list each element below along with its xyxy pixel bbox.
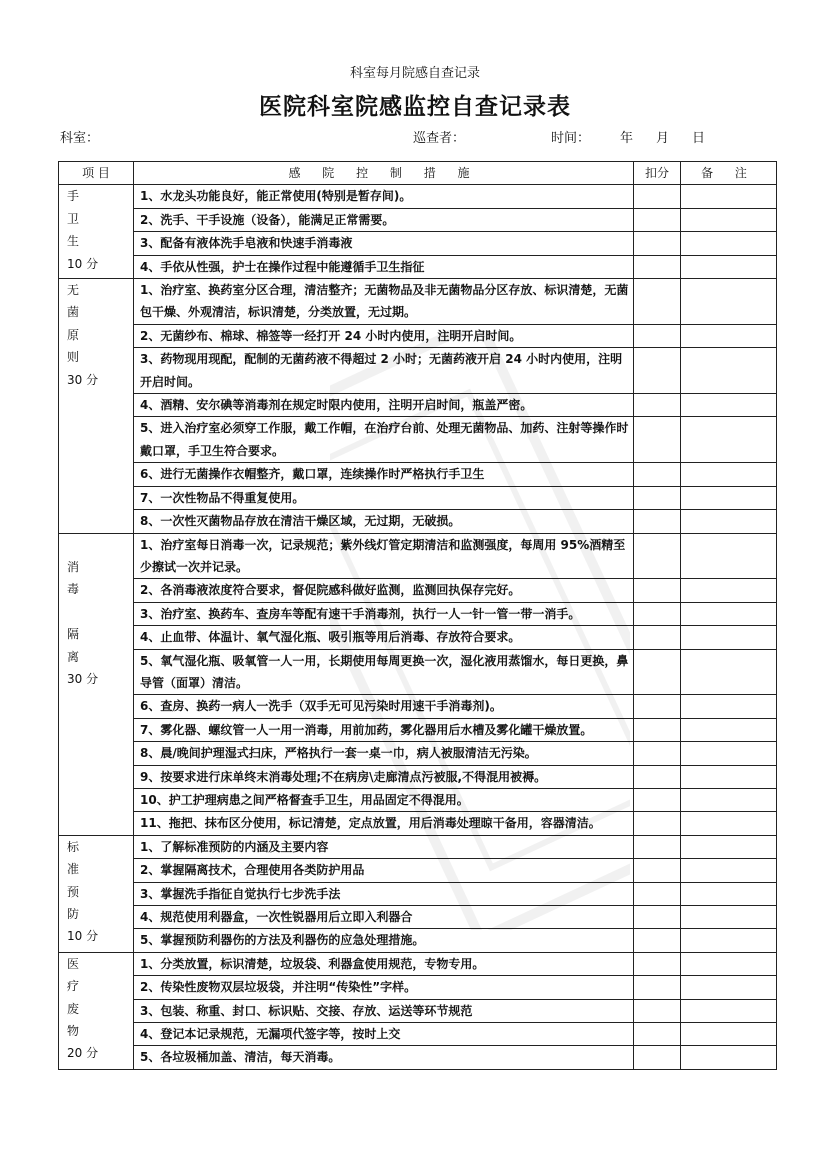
table-row <box>59 882 777 905</box>
category-cell <box>59 835 134 952</box>
deduct-score-cell[interactable] <box>634 602 681 625</box>
deduct-score-cell[interactable] <box>634 788 681 811</box>
remarks-cell[interactable] <box>681 626 777 649</box>
table-row <box>59 279 777 325</box>
category-label-line: 消 <box>67 559 80 574</box>
deduct-score-cell[interactable] <box>634 812 681 835</box>
measure-cell: 7、雾化器、螺纹管一人一用一消毒，用前加药，雾化器用后水槽及雾化罐干燥放置。 <box>134 718 634 741</box>
remarks-cell[interactable] <box>681 232 777 255</box>
table-row <box>59 463 777 486</box>
table-row <box>59 812 777 835</box>
table-row <box>59 417 777 463</box>
deduct-score-cell[interactable] <box>634 929 681 952</box>
remarks-cell[interactable] <box>681 859 777 882</box>
category-label-line: 废 <box>67 1001 80 1016</box>
year-label: 年 <box>620 131 634 146</box>
deduct-score-cell[interactable] <box>634 906 681 929</box>
measure-cell: 6、查房、换药一病人一洗手（双手无可见污染时用速干手消毒剂)。 <box>134 695 634 718</box>
category-cell <box>59 279 134 533</box>
category-label-line: 标 <box>67 839 80 854</box>
deduct-score-cell[interactable] <box>634 208 681 231</box>
deduct-score-cell[interactable] <box>634 765 681 788</box>
form-subtitle: 科室每月院感自查记录 <box>349 66 480 81</box>
table-row <box>59 486 777 509</box>
table-row <box>59 394 777 417</box>
deduct-score-cell[interactable] <box>634 279 681 325</box>
form-meta-row <box>0 127 830 147</box>
measure-cell: 2、洗手、干手设施（设备），能满足正常需要。 <box>134 208 634 231</box>
measure-cell: 11、拖把、抹布区分使用，标记清楚，定点放置，用后消毒处理晾干备用，容器清洁。 <box>134 812 634 835</box>
category-label-line: 生 <box>67 234 80 249</box>
deduct-score-cell[interactable] <box>634 417 681 463</box>
measure-cell: 8、晨/晚间护理湿式扫床，严格执行一套一桌一巾，病人被服清洁无污染。 <box>134 742 634 765</box>
deduct-score-cell[interactable] <box>634 718 681 741</box>
category-label-line: 则 <box>67 350 80 365</box>
measure-cell: 6、进行无菌操作衣帽整齐，戴口罩，连续操作时严格执行手卫生 <box>134 463 634 486</box>
measure-cell: 4、规范使用利器盒，一次性锐器用后立即入利器合 <box>134 906 634 929</box>
remarks-cell[interactable] <box>681 1046 777 1069</box>
deduct-score-cell[interactable] <box>634 510 681 533</box>
measure-cell: 2、传染性废物双层垃圾袋，并注明“传染性”字样。 <box>134 976 634 999</box>
table-row <box>59 765 777 788</box>
measure-cell: 2、各消毒液浓度符合要求，督促院感科做好监测，监测回执保存完好。 <box>134 579 634 602</box>
table-row <box>59 718 777 741</box>
measure-cell: 1、水龙头功能良好，能正常使用(特别是暂存间)。 <box>134 185 634 208</box>
category-label-line: 准 <box>67 862 80 877</box>
remarks-cell[interactable] <box>681 999 777 1022</box>
deduct-score-cell[interactable] <box>634 463 681 486</box>
measure-cell: 2、无菌纱布、棉球、棉签等一经打开 24 小时内使用，注明开启时间。 <box>134 324 634 347</box>
table-row <box>59 952 777 975</box>
remarks-cell[interactable] <box>681 649 777 695</box>
remarks-cell[interactable] <box>681 579 777 602</box>
remarks-cell[interactable] <box>681 1023 777 1046</box>
measure-cell: 9、按要求进行床单终末消毒处理;不在病房\走廊清点污被服,不得混用被褥。 <box>134 765 634 788</box>
table-row <box>59 626 777 649</box>
category-label-line: 预 <box>67 884 80 899</box>
inspector-label: 巡查者： <box>413 131 466 146</box>
remarks-cell[interactable] <box>681 952 777 975</box>
table-row <box>59 835 777 858</box>
remarks-cell[interactable] <box>681 348 777 394</box>
category-label-line: 30 分 <box>67 372 99 387</box>
category-label-line: 30 分 <box>67 671 99 686</box>
remarks-cell[interactable] <box>681 463 777 486</box>
measure-cell: 5、掌握预防利器伤的方法及利器伤的应急处理措施。 <box>134 929 634 952</box>
remarks-cell[interactable] <box>681 788 777 811</box>
remarks-cell[interactable] <box>681 510 777 533</box>
deduct-score-cell[interactable] <box>634 185 681 208</box>
category-label-line: 菌 <box>67 305 80 320</box>
category-label-line: 10 分 <box>67 929 99 944</box>
measure-cell: 10、护工护理病患之间严格督查手卫生，用品固定不得混用。 <box>134 788 634 811</box>
deduct-score-cell[interactable] <box>634 324 681 347</box>
deduct-score-cell[interactable] <box>634 1023 681 1046</box>
measure-cell: 1、治疗室每日消毒一次，记录规范；紫外线灯管定期清洁和监测强度，每周用 95%酒精至少擦试一次并记录。 <box>134 533 634 579</box>
day-label: 日 <box>692 131 706 146</box>
table-row <box>59 1023 777 1046</box>
table-row <box>59 510 777 533</box>
deduct-score-cell[interactable] <box>634 999 681 1022</box>
category-label-line: 毒 <box>67 582 80 597</box>
category-cell <box>59 185 134 279</box>
page-title: 医院科室院感监控自查记录表 <box>259 94 571 120</box>
deduct-score-cell[interactable] <box>634 976 681 999</box>
remarks-cell[interactable] <box>681 208 777 231</box>
header-remarks: 备 注 <box>681 162 777 185</box>
deduct-score-cell[interactable] <box>634 695 681 718</box>
deduct-score-cell[interactable] <box>634 533 681 579</box>
remarks-cell[interactable] <box>681 695 777 718</box>
remarks-cell[interactable] <box>681 417 777 463</box>
remarks-cell[interactable] <box>681 742 777 765</box>
remarks-cell[interactable] <box>681 324 777 347</box>
deduct-score-cell[interactable] <box>634 882 681 905</box>
table-row <box>59 999 777 1022</box>
table-row <box>59 788 777 811</box>
remarks-cell[interactable] <box>681 906 777 929</box>
measure-cell: 5、各垃圾桶加盖、清洁，每天消毒。 <box>134 1046 634 1069</box>
month-label: 月 <box>656 131 670 146</box>
category-label-line: 疗 <box>67 979 80 994</box>
measure-cell: 4、登记本记录规范，无漏项代签字等，按时上交 <box>134 1023 634 1046</box>
inspection-table <box>58 161 777 1070</box>
remarks-cell[interactable] <box>681 718 777 741</box>
measure-cell: 5、进入治疗室必须穿工作服，戴工作帽，在治疗台前、处理无菌物品、加药、注射等操作时戴口罩，手卫生符合要求。 <box>134 417 634 463</box>
measure-cell: 4、手依从性强，护士在操作过程中能遵循手卫生指征 <box>134 255 634 278</box>
table-row <box>59 579 777 602</box>
deduct-score-cell[interactable] <box>634 742 681 765</box>
category-label-line <box>67 534 133 556</box>
measure-cell: 4、酒精、安尔碘等消毒剂在规定时限内使用，注明开启时间，瓶盖严密。 <box>134 394 634 417</box>
measure-cell: 1、治疗室、换药室分区合理，清洁整齐；无菌物品及非无菌物品分区存放、标识清楚，无菌包干燥、外观清洁，标识清楚，分类放置，无过期。 <box>134 279 634 325</box>
measure-cell: 3、治疗室、换药车、查房车等配有速干手消毒剂，执行一人一针一管一带一消手。 <box>134 602 634 625</box>
table-row <box>59 1046 777 1069</box>
remarks-cell[interactable] <box>681 765 777 788</box>
measure-cell: 3、药物现用现配，配制的无菌药液不得超过 2 小时；无菌药液开启 24 小时内使用，注明开启时间。 <box>134 348 634 394</box>
deduct-score-cell[interactable] <box>634 348 681 394</box>
measure-cell: 5、氧气湿化瓶、吸氧管一人一用，长期使用每周更换一次，湿化液用蒸馏水，每日更换，鼻导管（面罩）清洁。 <box>134 649 634 695</box>
remarks-cell[interactable] <box>681 602 777 625</box>
remarks-cell[interactable] <box>681 835 777 858</box>
header-item: 项 目 <box>59 162 134 185</box>
measure-cell: 1、分类放置，标识清楚，垃圾袋、利器盒使用规范，专物专用。 <box>134 952 634 975</box>
table-row <box>59 742 777 765</box>
remarks-cell[interactable] <box>681 279 777 325</box>
category-label-line: 医 <box>67 956 80 971</box>
category-label-line: 10 分 <box>67 256 99 271</box>
table-row <box>59 602 777 625</box>
table-row <box>59 348 777 394</box>
measure-cell: 3、包装、称重、封口、标识贴、交接、存放、运送等环节规范 <box>134 999 634 1022</box>
deduct-score-cell[interactable] <box>634 1046 681 1069</box>
category-label-line: 20 分 <box>67 1046 99 1061</box>
table-row <box>59 208 777 231</box>
header-measures: 感 院 控 制 措 施 <box>134 162 634 185</box>
category-label-line: 手 <box>67 189 80 204</box>
category-label-line <box>67 601 133 623</box>
category-label-line: 物 <box>67 1024 80 1039</box>
remarks-cell[interactable] <box>681 486 777 509</box>
remarks-cell[interactable] <box>681 533 777 579</box>
table-row <box>59 859 777 882</box>
remarks-cell[interactable] <box>681 394 777 417</box>
header-deduct: 扣分 <box>634 162 681 185</box>
table-row <box>59 255 777 278</box>
deduct-score-cell[interactable] <box>634 952 681 975</box>
measure-cell: 3、配备有液体洗手皂液和快速手消毒液 <box>134 232 634 255</box>
measure-cell: 8、一次性灭菌物品存放在清洁干燥区域，无过期，无破损。 <box>134 510 634 533</box>
deduct-score-cell[interactable] <box>634 626 681 649</box>
table-row <box>59 929 777 952</box>
remarks-cell[interactable] <box>681 929 777 952</box>
table-header-row <box>59 162 777 185</box>
deduct-score-cell[interactable] <box>634 649 681 695</box>
category-label-line: 离 <box>67 649 80 664</box>
measure-cell: 2、掌握隔离技术，合理使用各类防护用品 <box>134 859 634 882</box>
table-row <box>59 976 777 999</box>
measure-cell: 7、一次性物品不得重复使用。 <box>134 486 634 509</box>
table-row <box>59 695 777 718</box>
remarks-cell[interactable] <box>681 882 777 905</box>
deduct-score-cell[interactable] <box>634 486 681 509</box>
remarks-cell[interactable] <box>681 812 777 835</box>
measure-cell: 1、了解标准预防的内涵及主要内容 <box>134 835 634 858</box>
deduct-score-cell[interactable] <box>634 859 681 882</box>
time-label: 时间： <box>551 131 591 146</box>
table-row <box>59 185 777 208</box>
category-label-line: 卫 <box>67 211 80 226</box>
remarks-cell[interactable] <box>681 976 777 999</box>
department-label: 科室： <box>60 131 100 146</box>
measure-cell: 3、掌握洗手指征自觉执行七步洗手法 <box>134 882 634 905</box>
category-label-line: 防 <box>67 907 80 921</box>
deduct-score-cell[interactable] <box>634 232 681 255</box>
category-label-line: 无 <box>67 283 80 298</box>
category-cell <box>59 952 134 1069</box>
table-row <box>59 533 777 579</box>
category-label-line: 隔 <box>67 627 80 642</box>
remarks-cell[interactable] <box>681 255 777 278</box>
measure-cell: 4、止血带、体温计、氧气湿化瓶、吸引瓶等用后消毒、存放符合要求。 <box>134 626 634 649</box>
table-row <box>59 324 777 347</box>
deduct-score-cell[interactable] <box>634 255 681 278</box>
category-label-line: 原 <box>67 327 80 342</box>
table-row <box>59 649 777 695</box>
remarks-cell[interactable] <box>681 185 777 208</box>
table-row <box>59 232 777 255</box>
deduct-score-cell[interactable] <box>634 394 681 417</box>
table-row <box>59 906 777 929</box>
category-cell <box>59 533 134 835</box>
deduct-score-cell[interactable] <box>634 579 681 602</box>
deduct-score-cell[interactable] <box>634 835 681 858</box>
